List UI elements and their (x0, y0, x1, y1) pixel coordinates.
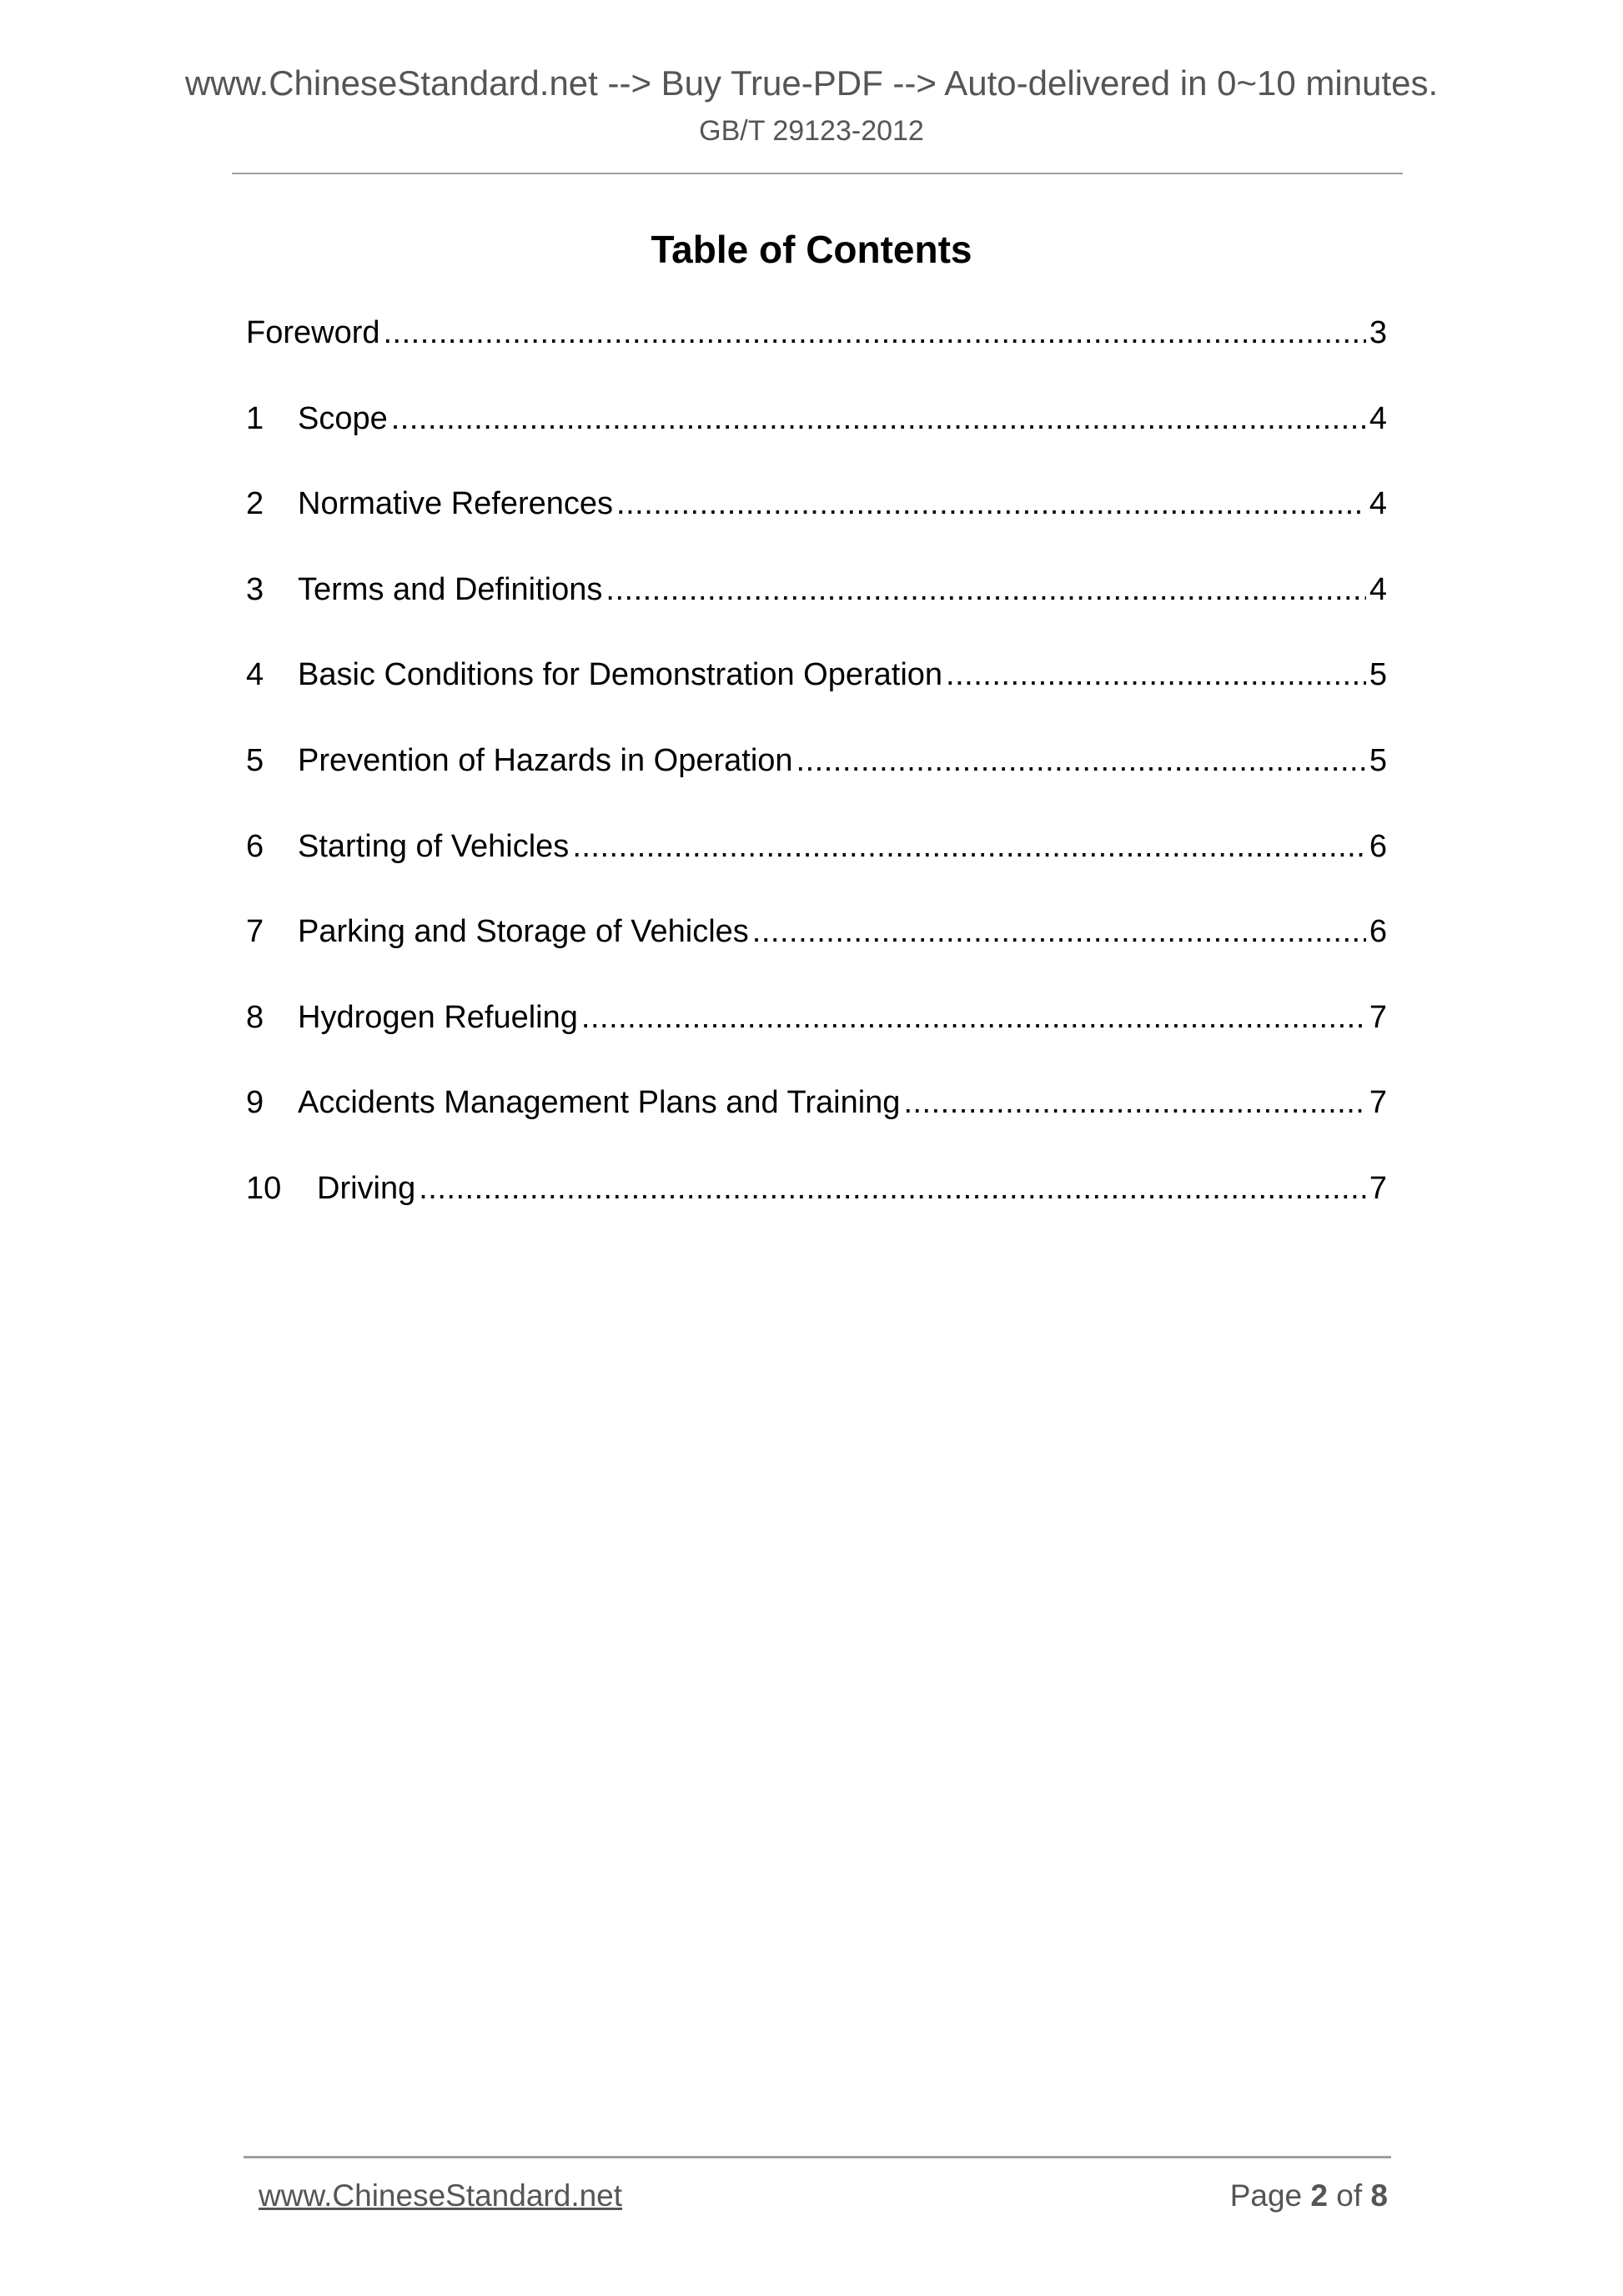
toc-entry[interactable] (246, 401, 1387, 487)
toc-entry[interactable] (246, 486, 1387, 572)
toc-dot-leader (572, 829, 1366, 865)
toc-dot-leader (616, 486, 1366, 522)
toc-entry-number: 5 (246, 742, 264, 778)
toc-entry-label: Terms and Definitions (298, 571, 603, 607)
toc-entry[interactable] (246, 572, 1387, 658)
page-prefix: Page (1229, 2178, 1303, 2213)
toc-dot-leader (419, 1171, 1366, 1207)
table-of-contents (246, 315, 1387, 1257)
toc-entry-label: Normative References (298, 486, 614, 522)
toc-dot-leader (903, 1085, 1365, 1121)
toc-dot-leader (605, 572, 1365, 608)
toc-entry-page: 6 (1369, 828, 1387, 864)
toc-entry-page: 7 (1369, 1170, 1387, 1206)
header-divider (232, 173, 1403, 174)
toc-entry[interactable] (246, 315, 1387, 401)
toc-dot-leader (581, 1000, 1366, 1036)
toc-entry[interactable] (246, 829, 1387, 915)
toc-dot-leader (946, 657, 1366, 693)
toc-entry-label: Prevention of Hazards in Operation (298, 742, 793, 778)
toc-entry-page: 7 (1369, 999, 1387, 1035)
toc-entry-number: 9 (246, 1085, 264, 1121)
toc-entry-number: 7 (246, 914, 264, 950)
toc-entry-page: 4 (1369, 486, 1387, 522)
footer-website-link[interactable]: www.ChineseStandard.net (259, 2178, 623, 2213)
toc-entry-number: 10 (246, 1170, 282, 1206)
toc-entry[interactable] (246, 1085, 1387, 1171)
toc-entry[interactable] (246, 743, 1387, 829)
toc-dot-leader (384, 315, 1366, 351)
toc-entry-label: Accidents Management Plans and Training (298, 1085, 901, 1121)
toc-entry-label: Starting of Vehicles (298, 828, 570, 864)
toc-entry-number: 1 (246, 400, 264, 436)
toc-entry-page: 3 (1369, 315, 1387, 350)
toc-entry-page: 4 (1369, 400, 1387, 436)
toc-entry-label: Scope (298, 400, 388, 436)
toc-entry-label: Foreword (246, 315, 380, 350)
toc-entry-page: 5 (1369, 657, 1387, 693)
toc-entry-number: 2 (246, 486, 264, 522)
page-total: 8 (1370, 2178, 1388, 2213)
page-current: 2 (1310, 2178, 1328, 2213)
toc-entry-number: 4 (246, 657, 264, 693)
toc-entry-page: 4 (1369, 571, 1387, 607)
toc-entry-number: 6 (246, 828, 264, 864)
page-title: Table of Contents (651, 228, 972, 271)
toc-entry-page: 7 (1369, 1085, 1387, 1121)
toc-entry-label: Driving (317, 1170, 416, 1206)
header-banner: www.ChineseStandard.net --> Buy True-PDF --> Auto-delivered in 0~10 minutes. (184, 63, 1439, 103)
standard-code: GB/T 29123-2012 (699, 115, 924, 147)
toc-entry-page: 6 (1369, 914, 1387, 950)
toc-entry[interactable] (246, 914, 1387, 1000)
footer-divider (244, 2156, 1391, 2158)
toc-entry[interactable] (246, 1171, 1387, 1257)
toc-dot-leader (391, 401, 1366, 437)
toc-dot-leader (796, 743, 1366, 779)
toc-entry-page: 5 (1369, 742, 1387, 778)
toc-entry-label: Basic Conditions for Demonstration Operation (298, 657, 943, 693)
toc-entry-label: Hydrogen Refueling (298, 999, 578, 1035)
toc-entry[interactable] (246, 1000, 1387, 1086)
page-indicator (1230, 2178, 1388, 2213)
toc-entry-label: Parking and Storage of Vehicles (298, 914, 749, 950)
page-of: of (1336, 2178, 1363, 2213)
toc-entry-number: 3 (246, 571, 264, 607)
toc-entry-number: 8 (246, 999, 264, 1035)
toc-entry[interactable] (246, 657, 1387, 743)
toc-dot-leader (752, 914, 1366, 950)
